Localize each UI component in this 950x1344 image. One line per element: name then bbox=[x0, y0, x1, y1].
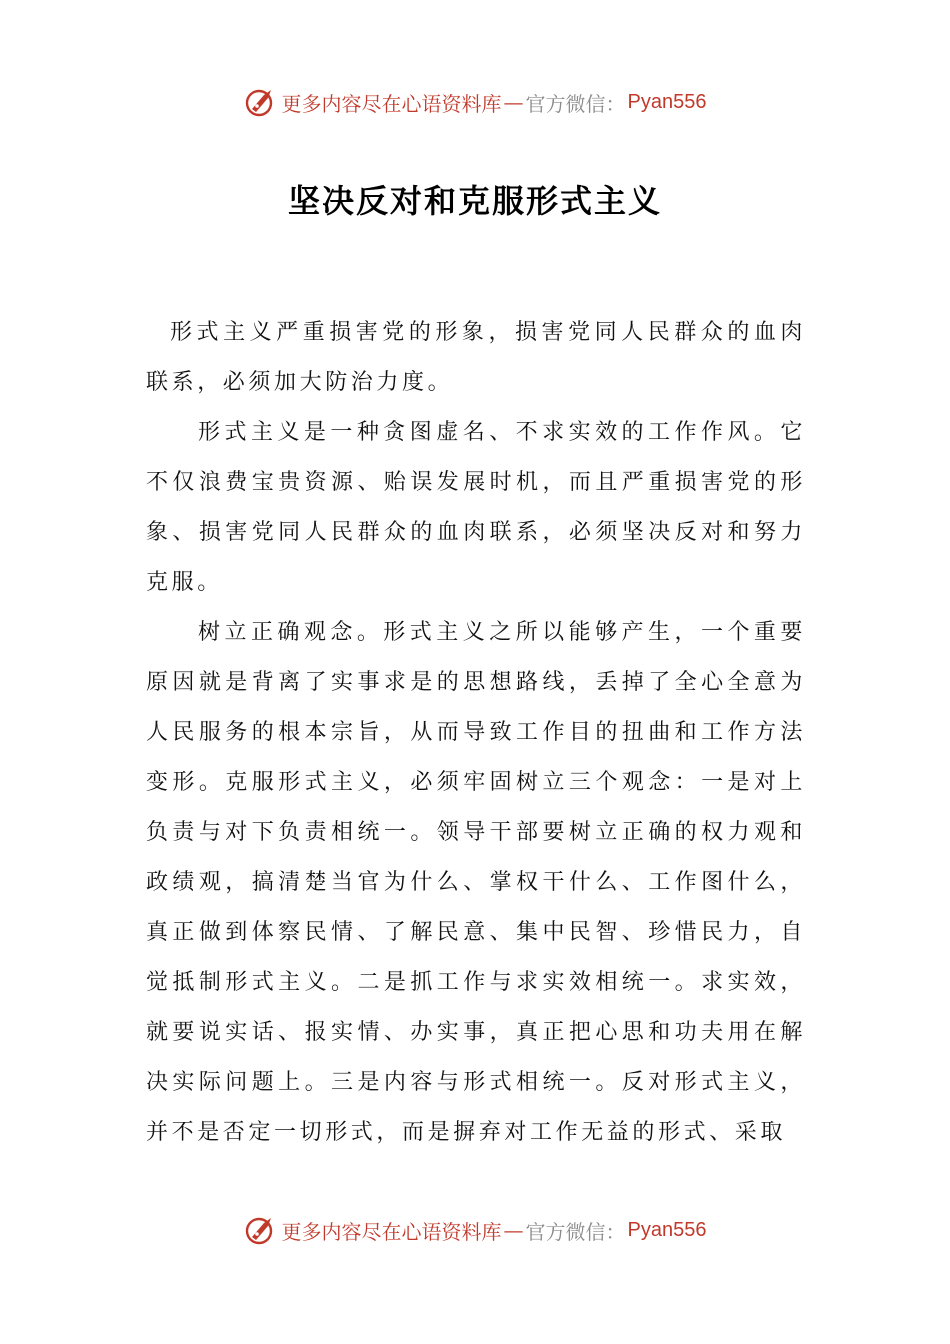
banner-wechat-id: Pyan556 bbox=[627, 90, 707, 113]
document-title: 坚决反对和克服形式主义 bbox=[287, 182, 662, 220]
banner-dash: — bbox=[503, 1218, 524, 1242]
paragraph-2: 形式主义是一种贪图虚名、不求实效的工作作风。它不仅浪费宝贵资源、贻误发展时机，而且严重损害党的形象、损害党同人民群众的血肉联系，必须坚决反对和努力克服。 bbox=[146, 420, 806, 595]
document-body bbox=[146, 308, 806, 1158]
header-banner bbox=[0, 82, 950, 122]
banner-wechat-label: 官方微信： bbox=[525, 91, 626, 116]
pen-nib-logo-icon bbox=[244, 85, 278, 119]
paragraph-1: 形式主义严重损害党的形象，损害党同人民群众的血肉联系，必须加大防治力度。 bbox=[146, 320, 806, 395]
banner-wechat-id: Pyan556 bbox=[627, 1218, 707, 1241]
paragraph-3: 树立正确观念。形式主义之所以能够产生，一个重要原因就是背离了实事求是的思想路线，丢掉了全心全意为人民服务的根本宗旨，从而导致工作目的扭曲和工作方法变形。克服形式主义，必须牢固树立三个观念：一是对上负责与对下负责相统一。领导干部要树立正确的权力观和政绩观，搞清楚当官为什么、掌权干什么、工作图什么，真正做到体察民情、了解民意、集中民智、珍惜民力，自觉抵制形式主义。二是抓工作与求实效相统一。求实效，就要说实话、报实情、办实事，真正把心思和功夫用在解决实际问题上。三是内容与形式相统一。反对形式主义，并不是否定一切形式，而是摒弃对工作无益的形式、采取 bbox=[146, 620, 806, 1145]
banner-site-text: 更多内容尽在心语资料库 bbox=[281, 1219, 502, 1244]
banner-site-text: 更多内容尽在心语资料库 bbox=[281, 91, 502, 116]
footer-banner bbox=[0, 1210, 950, 1250]
pen-nib-logo-icon bbox=[244, 1213, 278, 1247]
banner-dash: — bbox=[503, 90, 524, 114]
banner-wechat-label: 官方微信： bbox=[525, 1219, 626, 1244]
